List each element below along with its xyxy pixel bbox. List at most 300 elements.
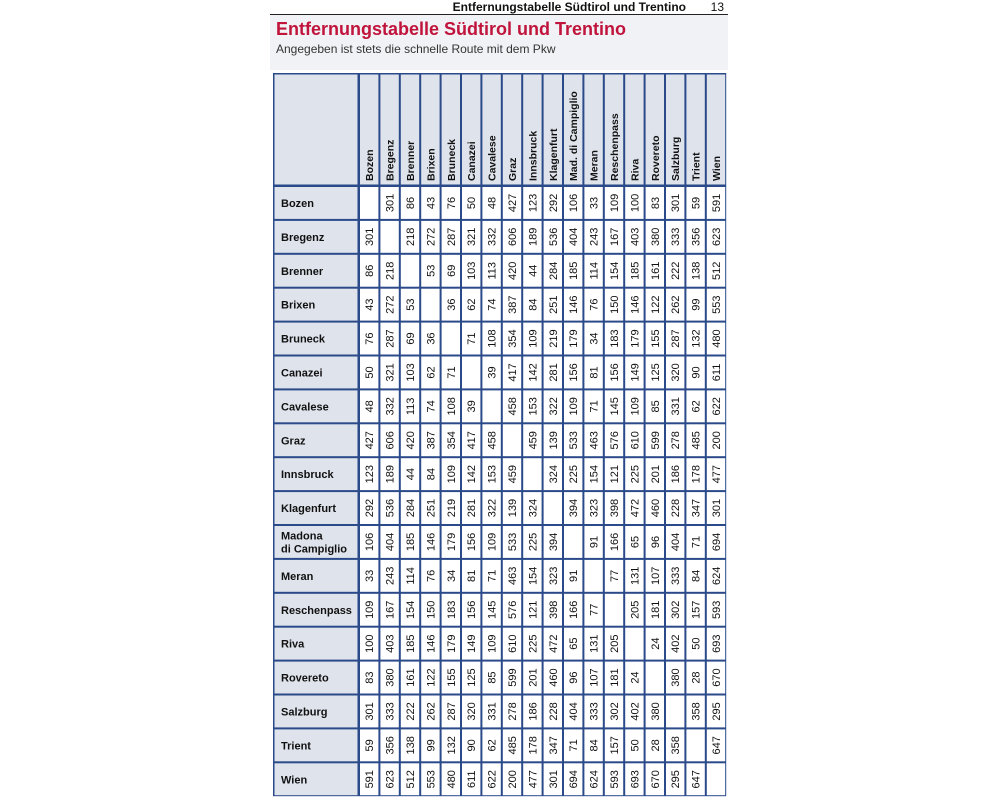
distance-value: 301: [711, 498, 723, 518]
distance-value: 39: [486, 366, 499, 379]
distance-value: 403: [629, 227, 642, 247]
distance-value: 219: [445, 498, 458, 518]
distance-value: 398: [609, 498, 621, 518]
distance-value: 480: [445, 770, 458, 789]
distance-cell: [401, 255, 419, 287]
distance-value: 132: [690, 329, 703, 348]
distance-value: 219: [547, 329, 560, 348]
distance-value: 156: [609, 363, 621, 382]
distance-value: 154: [588, 464, 601, 484]
column-header-label: Graz: [507, 157, 519, 181]
column-header-label: Canazei: [466, 141, 479, 181]
distance-value: 83: [364, 671, 377, 684]
distance-value: 139: [507, 498, 519, 518]
distance-value: 166: [568, 600, 581, 619]
distance-value: 185: [568, 261, 581, 280]
distance-value: 108: [445, 397, 458, 416]
distance-value: 85: [649, 400, 662, 413]
distance-value: 185: [629, 261, 642, 280]
distance-value: 150: [609, 295, 621, 314]
distance-value: 178: [690, 464, 703, 484]
distance-value: 272: [425, 227, 438, 247]
distance-value: 103: [405, 363, 417, 382]
distance-value: 121: [609, 464, 621, 484]
distance-value: 84: [425, 468, 438, 481]
header-corner-cell: [275, 75, 358, 185]
distance-value: 114: [405, 567, 417, 585]
distance-value: 323: [588, 498, 601, 518]
distance-value: 205: [609, 634, 621, 653]
distance-value: 154: [405, 600, 417, 619]
row-label: Klagenfurt: [281, 503, 336, 516]
distance-value: 84: [588, 739, 601, 752]
distance-cell: [380, 221, 398, 253]
distance-value: 113: [405, 397, 417, 416]
distance-value: 138: [690, 261, 703, 280]
distance-value: 62: [690, 400, 703, 413]
distance-value: 347: [690, 498, 703, 518]
distance-value: 146: [568, 295, 581, 314]
distance-value: 302: [670, 600, 683, 619]
distance-value: 39: [466, 400, 479, 413]
distance-value: 599: [507, 668, 519, 687]
distance-value: 50: [466, 196, 479, 210]
column-header-label: Mad. di Campiglio: [568, 91, 581, 181]
distance-value: 156: [466, 532, 479, 552]
distance-value: 71: [568, 739, 581, 752]
distance-value: 533: [568, 431, 581, 450]
column-header-label: Innsbruck: [527, 130, 540, 181]
distance-value: 81: [466, 569, 479, 582]
distance-value: 166: [609, 532, 621, 552]
distance-value: 295: [670, 770, 683, 789]
distance-value: 36: [425, 332, 438, 345]
distance-value: 84: [527, 298, 540, 311]
distance-value: 161: [405, 668, 417, 687]
distance-value: 322: [547, 397, 560, 416]
distance-value: 278: [670, 431, 683, 450]
distance-value: 201: [649, 464, 662, 484]
distance-value: 178: [527, 736, 540, 755]
distance-value: 156: [466, 600, 479, 619]
distance-value: 71: [445, 366, 458, 379]
distance-value: 205: [629, 600, 642, 619]
distance-value: 333: [384, 702, 397, 721]
distance-value: 647: [690, 770, 703, 789]
distance-value: 243: [384, 566, 397, 586]
distance-cell: [605, 594, 623, 626]
distance-value: 157: [690, 600, 703, 619]
distance-value: 48: [364, 400, 377, 413]
distance-value: 622: [486, 770, 499, 789]
distance-value: 108: [486, 329, 499, 348]
distance-value: 533: [507, 532, 519, 552]
distance-value: 693: [711, 634, 723, 653]
distance-value: 380: [649, 702, 662, 721]
column-header-label: Trient: [690, 152, 703, 181]
distance-value: 131: [629, 566, 642, 586]
distance-value: 358: [690, 702, 703, 721]
distance-value: 576: [609, 431, 621, 450]
distance-value: 402: [670, 634, 683, 653]
distance-value: 225: [629, 464, 642, 484]
distance-value: 96: [649, 535, 662, 549]
distance-value: 65: [629, 535, 642, 549]
distance-value: 321: [466, 227, 479, 247]
distance-value: 610: [507, 634, 519, 653]
distance-table: [270, 0, 728, 800]
distance-cell: [442, 323, 460, 355]
distance-value: 460: [547, 668, 560, 687]
distance-value: 647: [711, 736, 723, 755]
distance-value: 50: [690, 637, 703, 650]
row-label: di Campiglio: [281, 543, 347, 556]
distance-value: 71: [486, 569, 499, 582]
distance-value: 228: [670, 498, 683, 518]
distance-value: 91: [588, 535, 601, 549]
distance-value: 404: [670, 532, 683, 552]
distance-value: 553: [425, 770, 438, 789]
column-header-label: Bozen: [364, 149, 377, 181]
distance-value: 53: [405, 298, 417, 311]
distance-value: 96: [568, 671, 581, 684]
distance-value: 693: [629, 770, 642, 789]
distance-value: 284: [405, 498, 417, 518]
distance-value: 154: [527, 566, 540, 586]
distance-value: 331: [486, 702, 499, 721]
distance-value: 109: [486, 532, 499, 552]
row-label: Bruneck: [281, 333, 326, 346]
distance-value: 427: [507, 193, 519, 213]
distance-value: 200: [507, 770, 519, 789]
distance-value: 50: [364, 366, 377, 379]
distance-value: 427: [364, 431, 377, 450]
distance-value: 107: [649, 566, 662, 586]
distance-value: 222: [405, 702, 417, 721]
distance-value: 553: [711, 295, 723, 314]
distance-value: 201: [527, 668, 540, 687]
distance-value: 301: [384, 193, 397, 213]
distance-value: 99: [690, 298, 703, 311]
distance-value: 179: [629, 329, 642, 348]
distance-value: 459: [507, 464, 519, 484]
distance-value: 90: [466, 739, 479, 752]
distance-value: 591: [364, 770, 377, 789]
distance-value: 155: [445, 668, 458, 687]
distance-cell: [625, 628, 643, 660]
distance-value: 324: [527, 498, 540, 518]
distance-value: 121: [527, 600, 540, 619]
distance-value: 77: [588, 603, 601, 616]
distance-value: 34: [588, 332, 601, 345]
distance-value: 131: [588, 634, 601, 653]
distance-value: 44: [527, 264, 540, 277]
distance-value: 138: [405, 736, 417, 755]
distance-value: 84: [690, 569, 703, 582]
distance-value: 24: [649, 637, 662, 650]
distance-value: 477: [527, 770, 540, 789]
distance-value: 332: [486, 227, 499, 247]
distance-value: 420: [405, 431, 417, 450]
distance-value: 333: [670, 566, 683, 586]
distance-value: 278: [507, 702, 519, 721]
distance-value: 109: [527, 329, 540, 348]
distance-value: 189: [384, 464, 397, 484]
distance-value: 146: [425, 634, 438, 653]
distance-value: 109: [609, 193, 621, 213]
distance-value: 62: [466, 298, 479, 311]
distance-value: 458: [507, 397, 519, 416]
distance-value: 404: [568, 702, 581, 721]
distance-value: 394: [568, 498, 581, 518]
distance-value: 179: [445, 532, 458, 552]
distance-value: 125: [466, 668, 479, 687]
distance-value: 59: [690, 196, 703, 210]
distance-value: 417: [466, 431, 479, 450]
distance-value: 694: [568, 770, 581, 789]
distance-value: 71: [466, 332, 479, 345]
distance-value: 404: [568, 227, 581, 247]
distance-value: 354: [507, 329, 519, 348]
distance-value: 69: [445, 264, 458, 277]
distance-value: 321: [384, 363, 397, 382]
distance-value: 153: [486, 464, 499, 484]
distance-value: 624: [588, 770, 601, 789]
distance-cell: [686, 729, 704, 761]
distance-value: 76: [588, 298, 601, 311]
column-header-label: Brixen: [425, 148, 438, 181]
distance-value: 76: [445, 196, 458, 210]
row-label: Madona: [281, 530, 323, 543]
distance-value: 262: [670, 295, 683, 314]
distance-value: 218: [384, 261, 397, 280]
distance-value: 149: [466, 634, 479, 653]
distance-value: 320: [670, 363, 683, 382]
distance-value: 218: [405, 227, 417, 247]
distance-value: 186: [527, 702, 540, 721]
distance-value: 24: [629, 671, 642, 684]
distance-value: 179: [445, 634, 458, 653]
row-label: Graz: [281, 435, 306, 448]
distance-value: 91: [568, 569, 581, 582]
distance-value: 123: [527, 193, 540, 213]
distance-value: 86: [405, 196, 417, 210]
distance-value: 145: [486, 600, 499, 619]
row-label: Brenner: [281, 265, 324, 278]
distance-value: 398: [547, 600, 560, 619]
distance-value: 302: [609, 702, 621, 721]
row-label: Innsbruck: [281, 469, 334, 482]
column-header-label: Bregenz: [384, 139, 397, 181]
distance-value: 599: [649, 431, 662, 450]
column-header-label: Cavalese: [486, 135, 499, 181]
column-header-label: Riva: [629, 158, 642, 181]
distance-value: 114: [588, 261, 601, 280]
distance-value: 460: [649, 498, 662, 518]
distance-value: 44: [405, 468, 417, 481]
distance-cell: [544, 492, 562, 524]
distance-cell: [666, 696, 684, 728]
distance-cell: [482, 390, 500, 422]
distance-value: 485: [507, 736, 519, 755]
distance-value: 323: [547, 566, 560, 586]
distance-value: 48: [486, 196, 499, 210]
distance-value: 189: [527, 227, 540, 247]
distance-value: 43: [364, 298, 377, 311]
distance-value: 670: [649, 770, 662, 789]
distance-value: 186: [670, 464, 683, 484]
page-number: 13: [710, 0, 724, 14]
distance-value: 71: [588, 400, 601, 413]
distance-value: 33: [588, 196, 601, 210]
distance-value: 333: [588, 702, 601, 721]
row-label: Riva: [281, 638, 305, 651]
distance-value: 332: [384, 397, 397, 416]
distance-value: 74: [486, 298, 499, 311]
distance-cell: [503, 424, 521, 456]
distance-value: 90: [690, 366, 703, 379]
distance-value: 512: [405, 770, 417, 789]
distance-value: 74: [425, 400, 438, 413]
running-header-title: Entfernungstabelle Südtirol und Trentino: [452, 0, 686, 14]
distance-value: 157: [609, 736, 621, 755]
distance-value: 69: [405, 332, 417, 345]
distance-value: 610: [629, 431, 642, 450]
distance-value: 536: [547, 227, 560, 247]
distance-value: 322: [486, 498, 499, 518]
distance-value: 593: [711, 600, 723, 619]
distance-value: 287: [445, 702, 458, 721]
distance-value: 123: [364, 464, 377, 484]
distance-value: 670: [711, 668, 723, 687]
distance-value: 458: [486, 431, 499, 450]
distance-value: 122: [425, 668, 438, 687]
distance-cell: [584, 560, 602, 592]
distance-value: 200: [711, 431, 723, 450]
column-header-label: Klagenfurt: [547, 128, 560, 181]
distance-value: 459: [527, 431, 540, 450]
distance-value: 71: [690, 535, 703, 549]
distance-value: 576: [507, 600, 519, 619]
distance-value: 420: [507, 261, 519, 280]
distance-cell: [360, 187, 378, 219]
distance-value: 301: [670, 193, 683, 213]
distance-value: 622: [711, 397, 723, 416]
distance-value: 33: [364, 569, 377, 582]
distance-value: 292: [547, 193, 560, 213]
distance-cell: [707, 763, 725, 795]
distance-value: 149: [629, 363, 642, 382]
distance-value: 472: [629, 498, 642, 518]
column-header-label: Meran: [588, 150, 601, 181]
distance-value: 356: [690, 227, 703, 247]
distance-value: 225: [527, 634, 540, 653]
distance-value: 606: [384, 431, 397, 450]
distance-cell: [421, 289, 439, 321]
distance-value: 62: [425, 366, 438, 379]
column-header-label: Wien: [711, 156, 723, 181]
distance-value: 109: [445, 464, 458, 484]
distance-value: 402: [629, 702, 642, 721]
distance-cell: [646, 662, 664, 694]
row-label: Reschenpass: [281, 604, 352, 617]
distance-value: 106: [568, 193, 581, 213]
distance-value: 76: [364, 332, 377, 345]
distance-value: 287: [670, 329, 683, 348]
distance-value: 62: [486, 739, 499, 752]
distance-value: 167: [609, 227, 621, 247]
distance-value: 623: [711, 227, 723, 247]
distance-cell: [564, 526, 582, 558]
distance-value: 34: [445, 569, 458, 582]
column-header-label: Rovereto: [649, 135, 662, 181]
distance-value: 183: [609, 329, 621, 348]
distance-value: 28: [690, 671, 703, 684]
distance-value: 324: [547, 464, 560, 484]
distance-value: 142: [527, 363, 540, 382]
distance-value: 228: [547, 702, 560, 721]
distance-value: 109: [486, 634, 499, 653]
distance-value: 132: [445, 736, 458, 755]
distance-value: 301: [364, 702, 377, 721]
row-label: Salzburg: [281, 706, 328, 719]
distance-value: 167: [384, 600, 397, 619]
distance-value: 251: [425, 498, 438, 518]
distance-value: 107: [588, 668, 601, 687]
distance-value: 225: [568, 464, 581, 484]
distance-value: 606: [507, 227, 519, 247]
row-label: Bozen: [281, 197, 314, 210]
distance-value: 155: [649, 329, 662, 348]
distance-value: 347: [547, 736, 560, 755]
distance-value: 225: [527, 532, 540, 552]
distance-value: 591: [711, 193, 723, 213]
distance-value: 146: [425, 532, 438, 552]
distance-value: 146: [629, 295, 642, 314]
distance-value: 295: [711, 702, 723, 721]
row-label: Brixen: [281, 299, 316, 312]
distance-value: 287: [445, 227, 458, 247]
distance-value: 536: [384, 498, 397, 518]
distance-value: 624: [711, 566, 723, 586]
distance-value: 181: [609, 668, 621, 687]
distance-value: 109: [629, 397, 642, 416]
distance-value: 387: [507, 295, 519, 314]
distance-value: 380: [384, 668, 397, 687]
distance-value: 281: [466, 498, 479, 518]
distance-value: 512: [711, 261, 723, 280]
distance-value: 301: [547, 770, 560, 789]
book-page: [270, 0, 728, 800]
distance-value: 36: [445, 298, 458, 311]
distance-value: 142: [466, 464, 479, 484]
distance-value: 358: [670, 736, 683, 755]
distance-value: 472: [547, 634, 560, 653]
row-label: Wien: [281, 774, 308, 787]
row-label: Meran: [281, 570, 314, 583]
distance-value: 153: [527, 397, 540, 416]
distance-value: 109: [568, 397, 581, 416]
distance-value: 222: [670, 261, 683, 280]
distance-cell: [523, 458, 541, 490]
row-label: Bregenz: [281, 231, 325, 244]
distance-value: 85: [486, 671, 499, 684]
distance-value: 404: [384, 532, 397, 552]
column-header-label: Bruneck: [445, 138, 458, 181]
distance-value: 181: [649, 600, 662, 619]
row-label: Rovereto: [281, 672, 329, 685]
distance-value: 387: [425, 431, 438, 450]
